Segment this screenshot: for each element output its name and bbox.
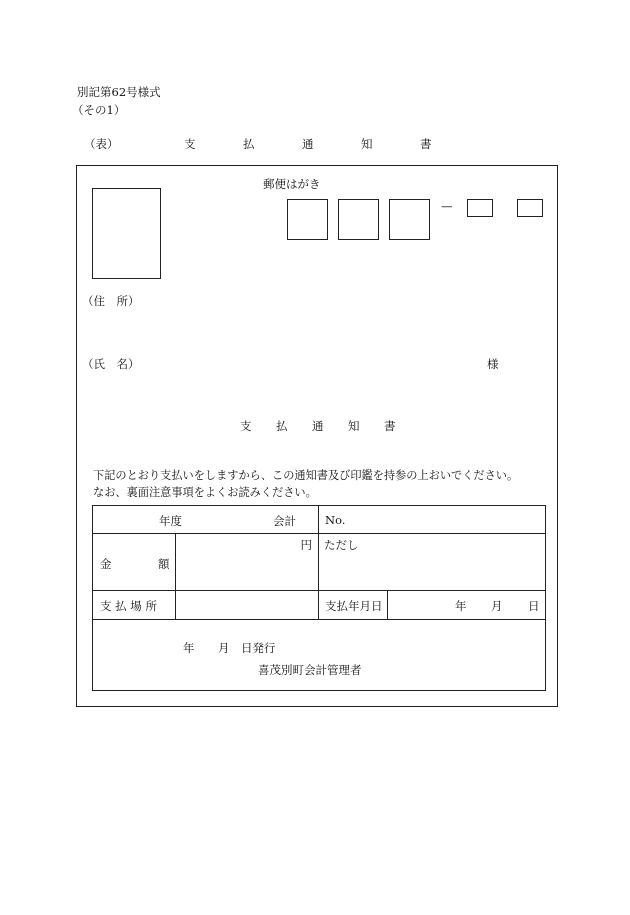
- number-cell[interactable]: [319, 506, 546, 534]
- postal-code-box-4[interactable]: [467, 199, 493, 217]
- main-title-char-1: 支: [240, 419, 252, 433]
- fiscal-account-cell[interactable]: [93, 506, 319, 534]
- payment-date-value-cell[interactable]: [388, 591, 546, 620]
- fiscal-year-label: 年度: [159, 514, 182, 528]
- issue-day: 日発行: [241, 641, 276, 655]
- top-title-char-2: 払: [243, 137, 255, 151]
- proviso-label: ただし: [324, 538, 359, 552]
- top-title-char-3: 通: [302, 137, 314, 151]
- issue-month: 月: [218, 641, 230, 655]
- top-title-char-4: 知: [361, 137, 373, 151]
- amount-value-cell[interactable]: [176, 534, 319, 591]
- postal-code-box-1[interactable]: [287, 199, 328, 240]
- amount-label-1: 金: [100, 557, 112, 571]
- payment-place-value-cell[interactable]: [176, 591, 319, 620]
- payment-place-label-cell: [93, 591, 176, 620]
- amount-label-cell: [93, 534, 176, 591]
- postcard-label: 郵便はがき: [263, 177, 321, 191]
- number-label: No.: [325, 513, 346, 527]
- payment-date-label: 支払年月日: [325, 599, 383, 613]
- postal-code-dash: —: [441, 199, 453, 213]
- main-title-char-4: 知: [348, 419, 360, 433]
- main-title-char-3: 通: [312, 419, 324, 433]
- honorific: 様: [487, 357, 499, 371]
- payment-place-label: 支 払 場 所: [100, 599, 157, 613]
- amount-label-2: 額: [158, 557, 170, 571]
- payment-date-label-cell: [319, 591, 388, 620]
- payment-info-table: [92, 505, 546, 691]
- payment-date-day: 日: [528, 599, 540, 613]
- notice-line-2: なお、裏面注意事項をよくお読みください。: [93, 486, 317, 499]
- postal-code-box-5[interactable]: [517, 199, 543, 217]
- postal-code-box-3[interactable]: [389, 199, 430, 240]
- name-label: （氏 名）: [82, 357, 140, 371]
- postal-code-box-2[interactable]: [338, 199, 379, 240]
- issuer-name: 喜茂別町会計管理者: [258, 663, 362, 677]
- account-label: 会計: [273, 514, 296, 528]
- proviso-cell[interactable]: [319, 534, 546, 591]
- main-title-char-2: 払: [276, 419, 288, 433]
- main-title-char-5: 書: [384, 419, 396, 433]
- stamp-box: [92, 188, 161, 279]
- notice-line-1: 下記のとおり支払いをしますから、この通知書及び印鑑を持参の上おいでください。: [93, 469, 519, 482]
- top-title-char-5: 書: [420, 137, 432, 151]
- front-side-label: （表）: [84, 137, 119, 151]
- yen-label: 円: [300, 538, 313, 552]
- payment-date-year: 年: [455, 599, 467, 613]
- address-label: （住 所）: [82, 294, 140, 308]
- form-number: 別記第62号様式: [77, 85, 161, 99]
- payment-date-month: 月: [491, 599, 503, 613]
- issue-year: 年: [183, 641, 195, 655]
- top-title-char-1: 支: [184, 137, 196, 151]
- form-part: （その1）: [72, 103, 126, 117]
- issue-cell: [93, 620, 546, 691]
